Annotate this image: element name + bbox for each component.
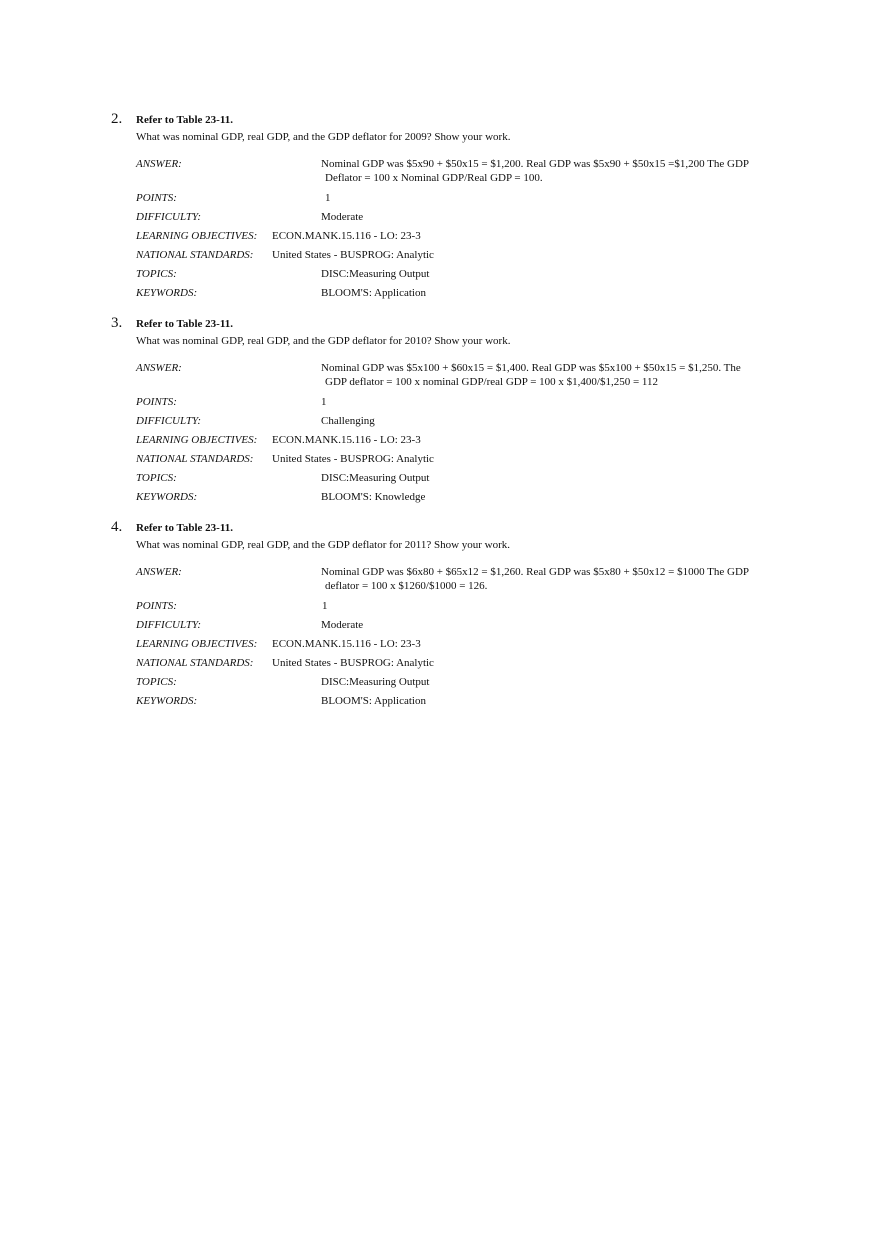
difficulty-value: Challenging — [321, 415, 375, 427]
learning-objectives-value: ECON.MANK.15.116 - LO: 23-3 — [272, 638, 421, 650]
points-label: POINTS: — [136, 396, 177, 408]
difficulty-row — [136, 210, 791, 229]
topics-row — [136, 471, 791, 490]
topics-value: DISC:Measuring Output — [321, 472, 430, 484]
topics-row — [136, 267, 791, 286]
points-label: POINTS: — [136, 192, 177, 204]
answer-line-1: Nominal GDP was $6x80 + $65x12 = $1,260. Real GDP was $5x80 + $50x12 = $1000 The GDP — [321, 566, 750, 578]
learning-objectives-label: LEARNING OBJECTIVES: — [136, 230, 258, 242]
learning-objectives-label: LEARNING OBJECTIVES: — [136, 638, 258, 650]
learning-objectives-row — [136, 433, 791, 452]
question-4 — [111, 519, 791, 713]
keywords-value: BLOOM'S: Application — [321, 287, 426, 299]
question-title: Refer to Table 23-11. — [136, 114, 233, 126]
keywords-value: BLOOM'S: Application — [321, 695, 426, 707]
points-value — [321, 191, 781, 205]
question-fields — [136, 361, 791, 509]
question-header — [111, 315, 791, 334]
answer-value — [321, 157, 781, 185]
topics-label: TOPICS: — [136, 268, 177, 280]
keywords-label: KEYWORDS: — [136, 491, 198, 503]
question-text: What was nominal GDP, real GDP, and the GDP deflator for 2009? Show your work. — [136, 131, 511, 143]
difficulty-label: DIFFICULTY: — [136, 415, 202, 427]
points-label: POINTS: — [136, 600, 177, 612]
question-number: 3. — [111, 315, 123, 331]
topics-label: TOPICS: — [136, 472, 177, 484]
question-text: What was nominal GDP, real GDP, and the GDP deflator for 2010? Show your work. — [136, 335, 511, 347]
keywords-row — [136, 490, 791, 509]
answer-line-2: GDP deflator = 100 x nominal GDP/real GDP = 100 x $1,400/$1,250 = 112 — [325, 376, 659, 388]
answer-value — [321, 565, 781, 593]
question-title: Refer to Table 23-11. — [136, 522, 233, 534]
points-value — [321, 599, 781, 613]
national-standards-label: NATIONAL STANDARDS: — [136, 453, 254, 465]
answer-row — [136, 565, 791, 599]
points-row — [136, 191, 791, 210]
topics-label: TOPICS: — [136, 676, 177, 688]
national-standards-value: United States - BUSPROG: Analytic — [272, 453, 434, 465]
difficulty-row — [136, 618, 791, 637]
question-header — [111, 519, 791, 538]
answer-label: ANSWER: — [136, 566, 182, 578]
answer-line-1: Nominal GDP was $5x100 + $60x15 = $1,400. Real GDP was $5x100 + $50x15 = $1,250. The — [321, 362, 741, 374]
points-number: 1 — [322, 600, 328, 612]
keywords-label: KEYWORDS: — [136, 695, 198, 707]
question-title: Refer to Table 23-11. — [136, 318, 233, 330]
question-2 — [111, 111, 791, 305]
question-text: What was nominal GDP, real GDP, and the GDP deflator for 2011? Show your work. — [136, 539, 511, 551]
keywords-label: KEYWORDS: — [136, 287, 198, 299]
answer-label: ANSWER: — [136, 158, 182, 170]
points-row — [136, 599, 791, 618]
national-standards-label: NATIONAL STANDARDS: — [136, 657, 254, 669]
difficulty-row — [136, 414, 791, 433]
answer-line-1: Nominal GDP was $5x90 + $50x15 = $1,200. Real GDP was $5x90 + $50x15 =$1,200 The GDP — [321, 158, 750, 170]
question-3 — [111, 315, 791, 509]
answer-value — [321, 361, 781, 389]
keywords-value: BLOOM'S: Knowledge — [321, 491, 426, 503]
learning-objectives-value: ECON.MANK.15.116 - LO: 23-3 — [272, 434, 421, 446]
points-value: 1 — [321, 396, 327, 408]
question-fields — [136, 157, 791, 305]
national-standards-value: United States - BUSPROG: Analytic — [272, 657, 434, 669]
question-fields — [136, 565, 791, 713]
points-row — [136, 395, 791, 414]
topics-value: DISC:Measuring Output — [321, 268, 430, 280]
topics-value: DISC:Measuring Output — [321, 676, 430, 688]
learning-objectives-row — [136, 229, 791, 248]
learning-objectives-row — [136, 637, 791, 656]
keywords-row — [136, 694, 791, 713]
answer-line-2: Deflator = 100 x Nominal GDP/Real GDP = 100. — [325, 172, 543, 184]
national-standards-row — [136, 656, 791, 675]
learning-objectives-label: LEARNING OBJECTIVES: — [136, 434, 258, 446]
answer-row — [136, 361, 791, 395]
points-number: 1 — [325, 192, 331, 204]
question-number: 2. — [111, 111, 123, 127]
national-standards-label: NATIONAL STANDARDS: — [136, 249, 254, 261]
national-standards-row — [136, 248, 791, 267]
learning-objectives-value: ECON.MANK.15.116 - LO: 23-3 — [272, 230, 421, 242]
answer-line-2: deflator = 100 x $1260/$1000 = 126. — [325, 580, 488, 592]
answer-row — [136, 157, 791, 191]
answer-label: ANSWER: — [136, 362, 182, 374]
question-number: 4. — [111, 519, 123, 535]
difficulty-label: DIFFICULTY: — [136, 211, 202, 223]
national-standards-value: United States - BUSPROG: Analytic — [272, 249, 434, 261]
national-standards-row — [136, 452, 791, 471]
keywords-row — [136, 286, 791, 305]
difficulty-value: Moderate — [321, 211, 364, 223]
difficulty-label: DIFFICULTY: — [136, 619, 202, 631]
question-header — [111, 111, 791, 130]
difficulty-value: Moderate — [321, 619, 364, 631]
topics-row — [136, 675, 791, 694]
